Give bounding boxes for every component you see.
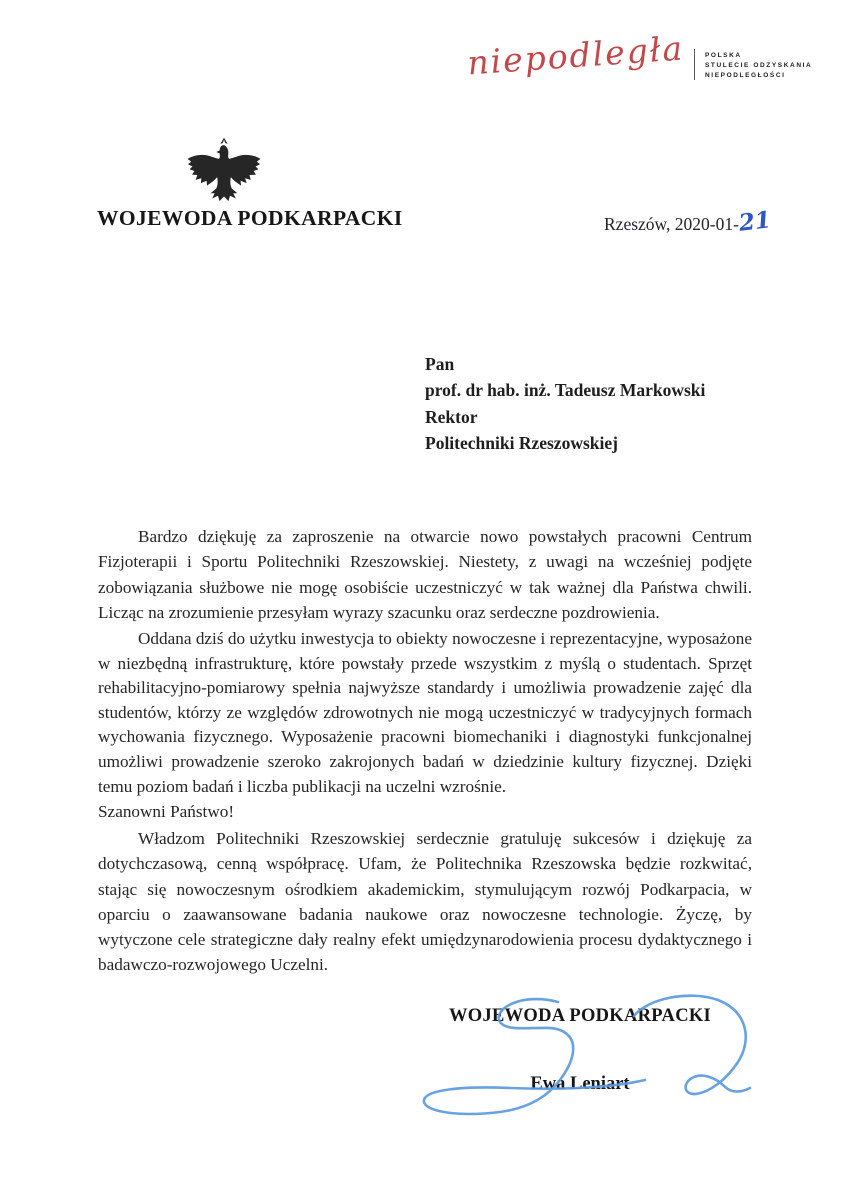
body-paragraph-1: Bardzo dziękuję za zaproszenie na otwarcie nowo powstałych pracowni Centrum Fizjoterapii i Sportu Politechniki Rzeszowskiej. Niestety, z uwagi na wcześniej podjęte zobowiązania służbowe nie mogę osobiście uczestniczyć w tak ważnej dla Państwa chwili. Licząc na zrozumienie przesyłam wyrazy szacunku oraz serdeczne pozdrowienia. (98, 527, 752, 623)
logo-caption (705, 51, 812, 81)
date-line (604, 206, 773, 237)
salutation: Szanowni Państwo! (98, 802, 235, 821)
date-printed: Rzeszów, 2020-01- (604, 214, 739, 234)
body-paragraph-3: Władzom Politechniki Rzeszowskiej serdecznie gratuluję sukcesów i dziękuję za dotychczasową, cenną współpracę. Ufam, że Politechnika Rzeszowska będzie rozkwitać, stając się nowoczesnym ośrodkiem akademickim, stymulującym rozwój Podkarpacia, w oparciu o zaawansowane badania naukowe oraz nowoczesne technologie. Życzę, by wytyczone cele strategiczne dały realny efekt umiędzynarodowienia procesu dydaktycznego i badawczo-rozwojowego Uczelni. (98, 829, 752, 975)
office-title: WOJEWODA PODKARPACKI (97, 206, 403, 230)
logo-caption-line: POLSKA (705, 52, 742, 59)
logo-caption-line: STULECIE ODZYSKANIA (705, 62, 813, 69)
addressee-line: prof. dr hab. inż. Tadeusz Markowski (425, 380, 706, 401)
addressee-line: Rektor (425, 406, 478, 427)
handwritten-signature-ink (400, 980, 780, 1130)
signature-title: WOJEWODA PODKARPACKI (448, 1006, 712, 1026)
signature-name: Ewa Leniart (530, 1074, 630, 1094)
logo-caption-line: NIEPODLEGŁOŚCI (705, 72, 786, 79)
date-handwritten-day: 21 (737, 206, 773, 237)
addressee-block (425, 351, 705, 457)
polish-eagle-emblem-icon (183, 137, 265, 205)
logo-divider (694, 49, 695, 80)
body-paragraph-2: Oddana dziś do użytku inwestycja to obiekty nowoczesne i reprezentacyjne, wyposażone w niezbędną infrastrukturę, które powstały przede wszystkim z myślą o studentach. Sprzęt rehabilitacyjno-pomiarowy spełnia najwyższe standardy i umożliwia prowadzenie zajęć dla studentów, którzy ze względów zdrowotnych nie mogą uczestniczyć w tradycyjnych formach wychowania fizycznego. Wyposażenie pracowni biomechaniki i diagnostyki funkcjonalnej umożliwi prowadzenie szeroko zakrojonych badań w dziedzinie kultury fizycznej. Dzięki temu poziom badań i liczba publikacji na uczelni wzrośnie. (98, 629, 752, 796)
niepodlegla-script-logo: niepodległa (466, 28, 686, 83)
addressee-line: Pan (425, 354, 455, 374)
addressee-line: Politechniki Rzeszowskiej (425, 433, 618, 454)
